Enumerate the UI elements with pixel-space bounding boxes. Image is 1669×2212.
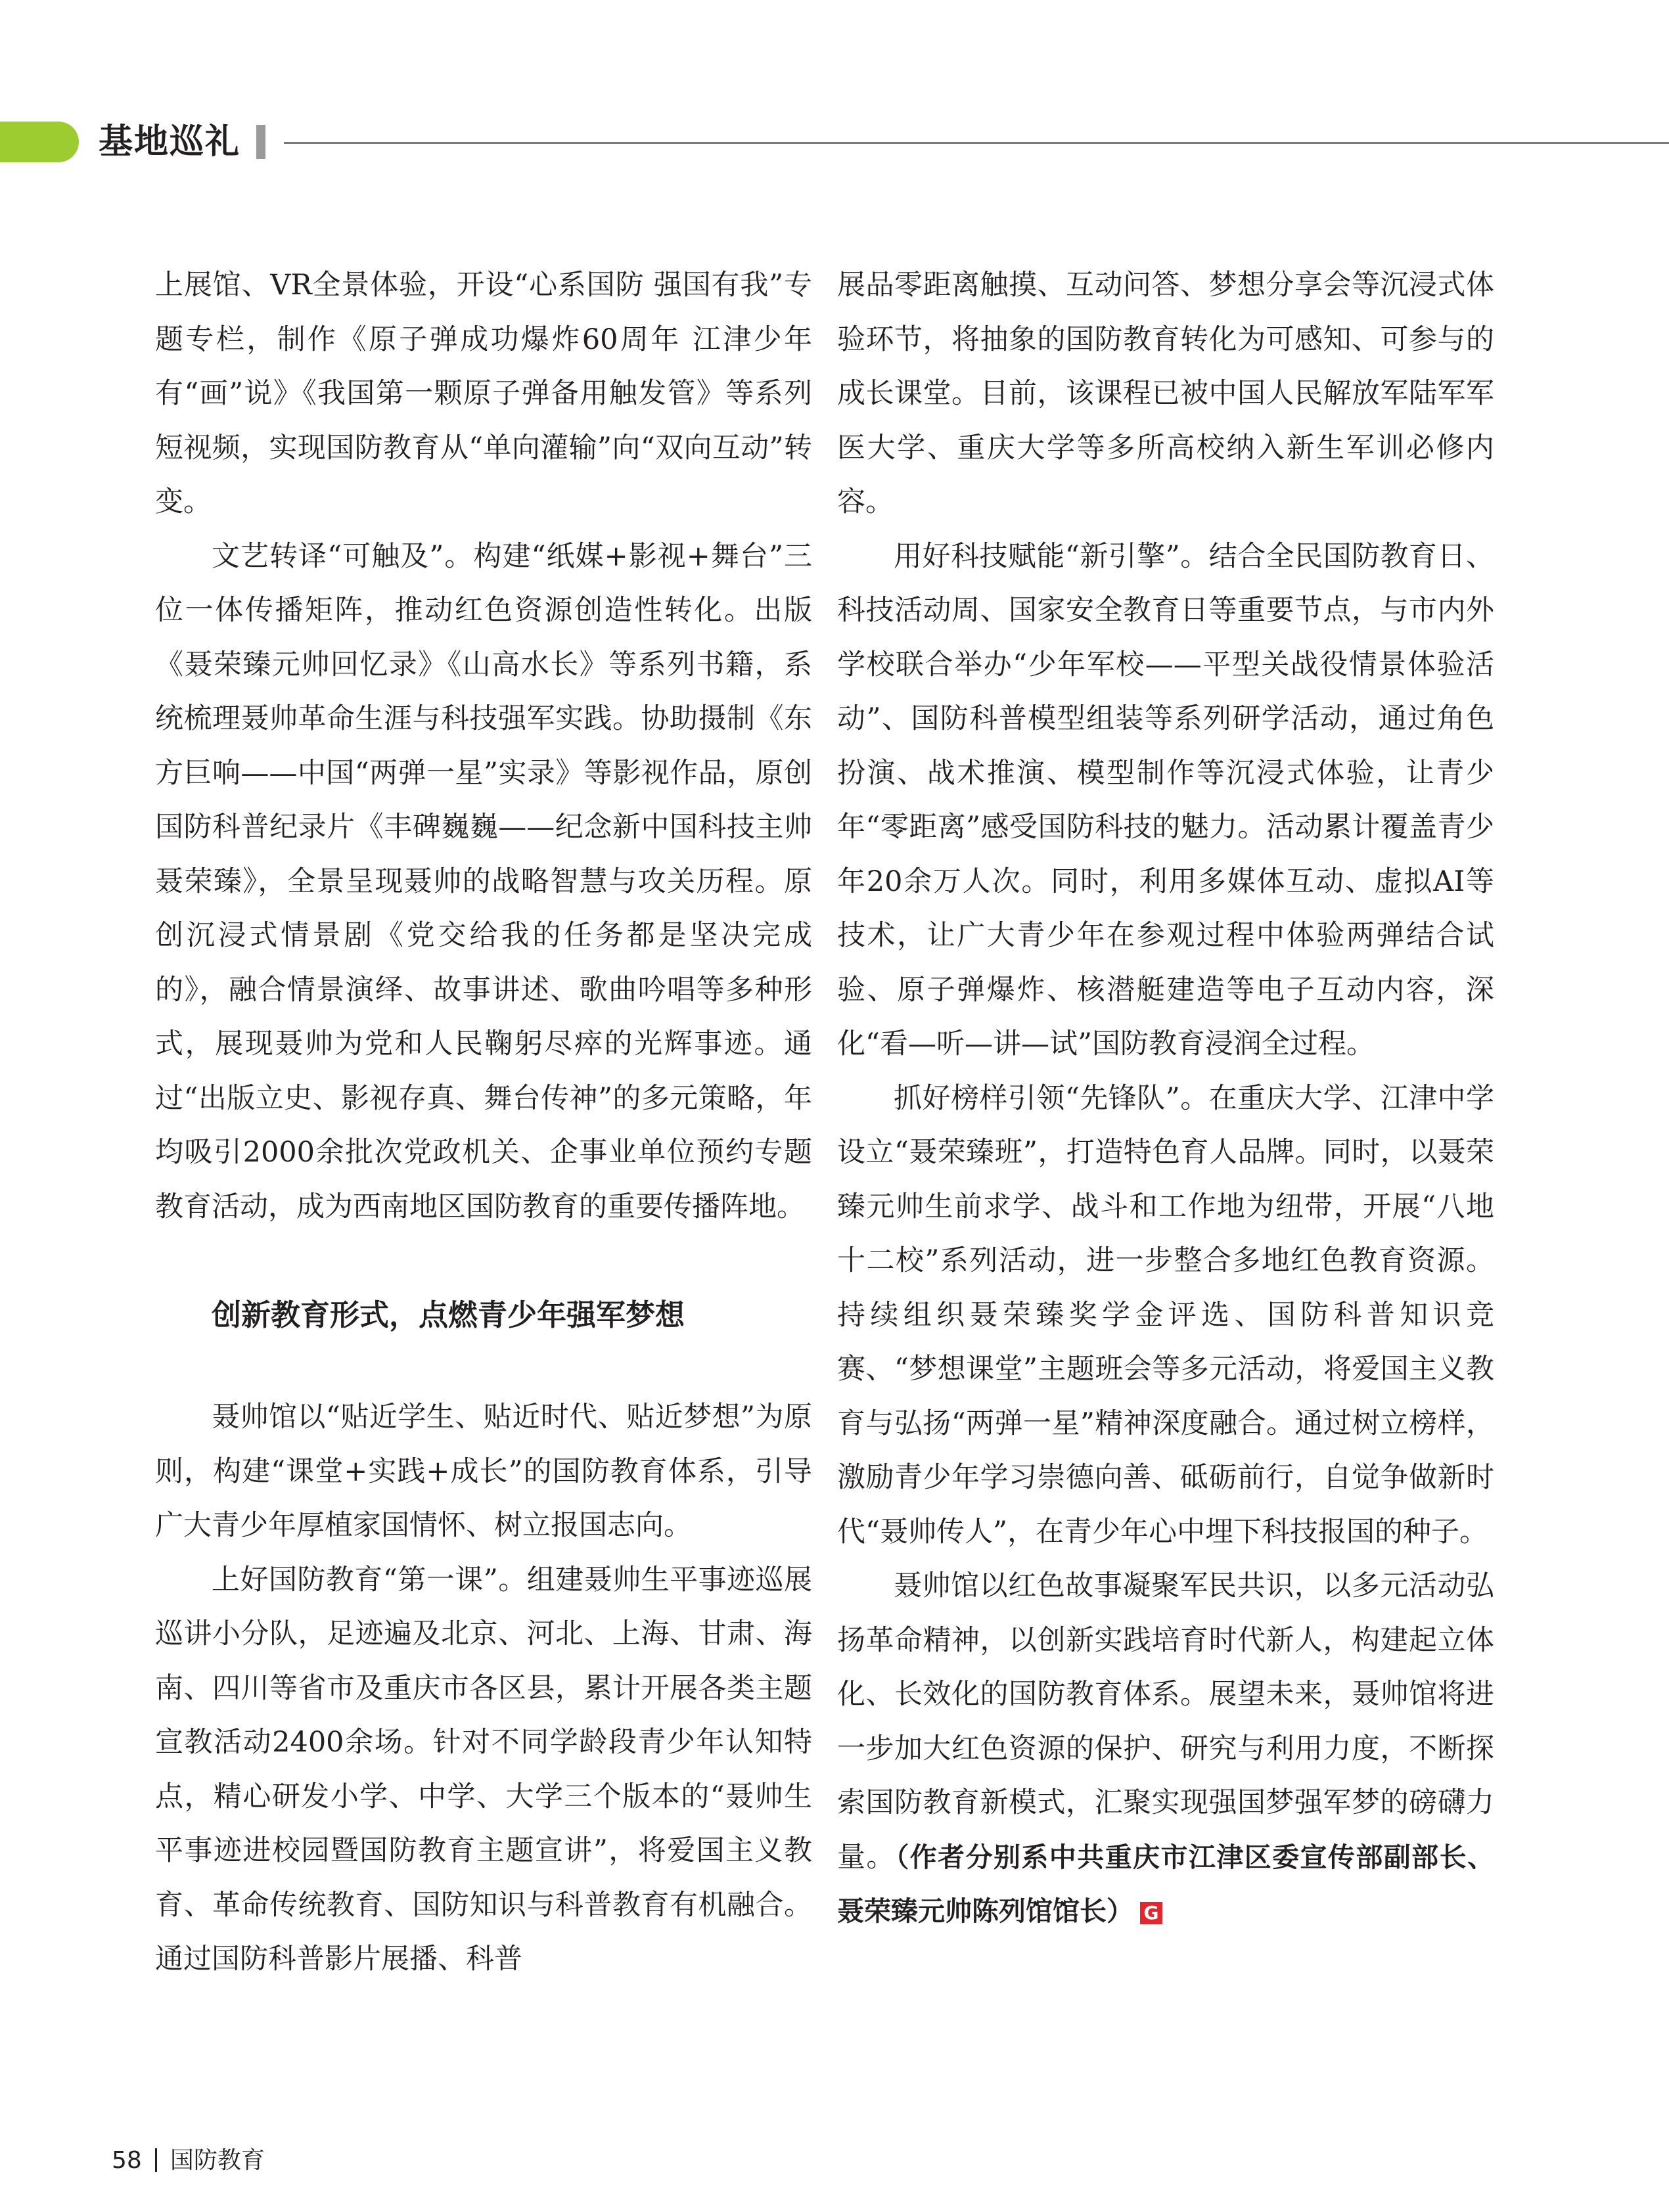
section-title-separator <box>256 125 265 159</box>
right-column <box>837 258 1494 1939</box>
paragraph-conclusion <box>837 1559 1494 1939</box>
section-accent-tab <box>0 122 79 162</box>
magazine-name: 国防教育 <box>170 2147 265 2174</box>
left-column <box>155 258 812 1987</box>
paragraph-continued: 展品零距离触摸、互动问答、梦想分享会等沉浸式体验环节，将抽象的国防教育转化为可感知、可参与的成长课堂。目前，该课程已被中国人民解放军陆军军医大学、重庆大学等多所高校纳入新生军训必修内容。 <box>837 269 1494 518</box>
paragraph-role-models: 抓好榜样引领“先锋队”。在重庆大学、江津中学设立“聂荣臻班”，打造特色育人品牌。同时，以聂荣臻元帅生前求学、战斗和工作地为纽带，开展“八地十二校”系列活动，进一步整合多地红色教育资源。持续组织聂荣臻奖学金评选、国防科普知识竞赛、“梦想课堂”主题班会等多元活动，将爱国主义教育与弘扬“两弹一星”精神深度融合。通过树立榜样，激励青少年学习崇德向善、砥砺前行，自觉争做新时代“聂帅传人”，在青少年心中埋下科技报国的种子。 <box>837 1081 1494 1548</box>
header-rule <box>284 142 1669 144</box>
paragraph-intro: 聂帅馆以“贴近学生、贴近时代、贴近梦想”为原则，构建“课堂+实践+成长”的国防教育体系，引导广大青少年厚植家国情怀、树立报国志向。 <box>155 1401 812 1542</box>
paragraph-first-lesson: 上好国防教育“第一课”。组建聂帅生平事迹巡展巡讲小分队，足迹遍及北京、河北、上海、甘肃、海南、四川等省市及重庆市各区县，累计开展各类主题宣教活动2400余场。针对不同学龄段青少年认知特点，精心研发小学、中学、大学三个版本的“聂帅生平事迹进校园暨国防教育主题宣讲”，将爱国主义教育、革命传统教育、国防知识与科普教育有机融合。通过国防科普影片展播、科普 <box>155 1563 812 1975</box>
paragraph-art-translation: 文艺转译“可触及”。构建“纸媒+影视+舞台”三位一体传播矩阵，推动红色资源创造性转化。出版《聂荣臻元帅回忆录》《山高水长》等系列书籍，系统梳理聂帅革命生涯与科技强军实践。协助摄制《东方巨响——中国“两弹一星”实录》等影视作品，原创国防科普纪录片《丰碑巍巍——纪念新中国科技主帅聂荣臻》，全景呈现聂帅的战略智慧与攻关历程。原创沉浸式情景剧《党交给我的任务都是坚决完成的》，融合情景演绎、故事讲述、歌曲吟唱等多种形式，展现聂帅为党和人民鞠躬尽瘁的光辉事迹。通过“出版立史、影视存真、舞台传神”的多元策略，年均吸引2000余批次党政机关、企事业单位预约专题教育活动，成为西南地区国防教育的重要传播阵地。 <box>155 539 812 1223</box>
paragraph-tech-empowerment: 用好科技赋能“新引擎”。结合全民国防教育日、科技活动周、国家安全教育日等重要节点，与市内外学校联合举办“少年军校——平型关战役情景体验活动”、国防科普模型组装等系列研学活动，通过角色扮演、战术推演、模型制作等沉浸式体验，让青少年“零距离”感受国防科技的魅力。活动累计覆盖青少年20余万人次。同时，利用多媒体互动、虚拟AI等技术，让广大青少年在参观过程中体验两弹结合试验、原子弹爆炸、核潜艇建造等电子互动内容，深化“看—听—讲—试”国防教育浸润全过程。 <box>837 539 1494 1060</box>
footer-separator <box>155 2148 157 2172</box>
end-mark-icon: G <box>1140 1902 1162 1924</box>
section-heading: 创新教育形式，点燃青少年强军梦想 <box>212 1298 685 1332</box>
author-note: （作者分别系中共重庆市江津区委宣传部副部长、聂荣臻元帅陈列馆馆长） <box>837 1841 1494 1927</box>
page-number: 58 <box>112 2147 142 2174</box>
page-footer <box>112 2144 265 2177</box>
conclusion-text: 聂帅馆以红色故事凝聚军民共识，以多元活动弘扬革命精神，以创新实践培育时代新人，构建起立体化、长效化的国防教育体系。展望未来，聂帅馆将进一步加大红色资源的保护、研究与利用力度，不断探索国防教育新模式，汇聚实现强国梦强军梦的磅礴力量。 <box>837 1569 1494 1874</box>
section-title: 基地巡礼 <box>99 122 241 162</box>
paragraph-continued: 上展馆、VR全景体验，开设“心系国防 强国有我”专题专栏，制作《原子弹成功爆炸60周年 江津少年有“画”说》《我国第一颗原子弹备用触发管》等系列短视频，实现国防教育从“单向灌输”向“双向互动”转变。 <box>155 269 812 518</box>
